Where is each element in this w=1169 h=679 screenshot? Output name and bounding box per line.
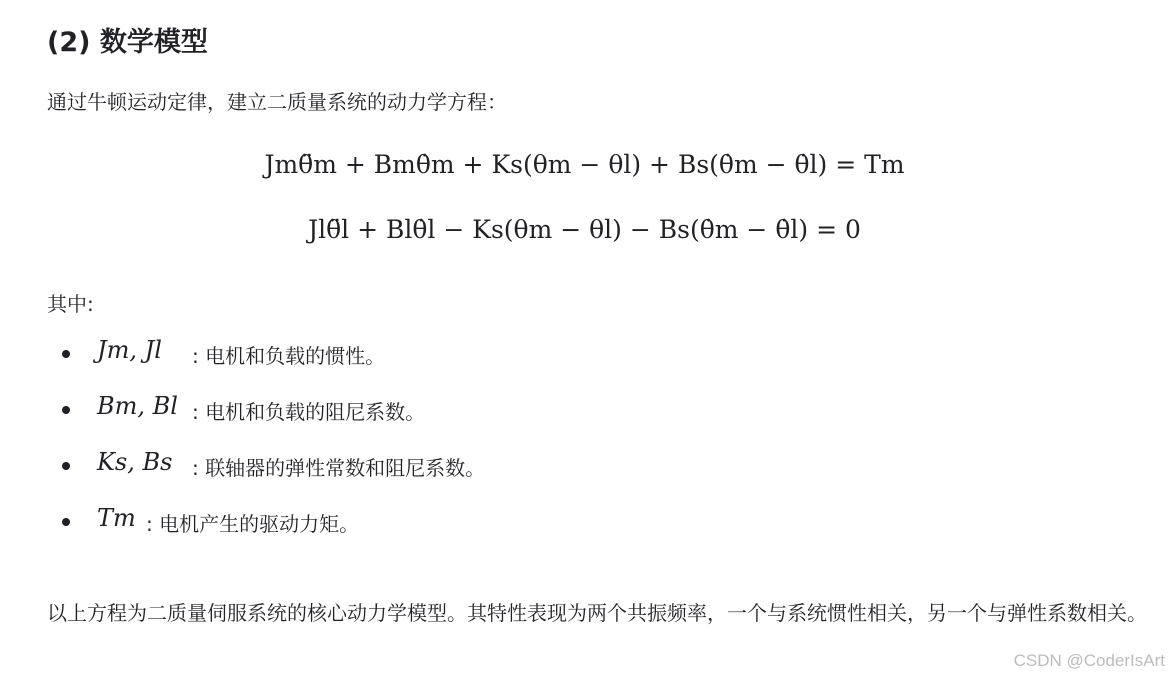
list-item [62,450,1062,506]
list-item [62,394,1062,450]
equation-load: Jlθ̈l + Blθ̇l − Ks(θm − θl) − Bs(θ̇m − θ̇l) = 0 [308,215,861,244]
list-item [62,506,1062,562]
intro-text: 通过牛顿运动定律，建立二质量系统的动力学方程： [47,90,507,114]
bullet-icon [62,462,70,470]
equation-motor: Jmθ̈m + Bmθ̇m + Ks(θm − θl) + Bs(θ̇m − θ̇l) = Tm [264,150,905,179]
definition-text: : 电机和负载的阻尼系数。 [192,400,426,424]
bullet-icon [62,518,70,526]
watermark: CSDN @CoderIsArt [1013,651,1165,670]
definition-text: : 电机和负载的惯性。 [192,344,386,368]
math-symbol: Ks, Bs [97,448,173,476]
math-symbol: Tm [97,504,136,532]
list-item [62,338,1062,394]
bullet-icon [62,406,70,414]
definition-list [62,338,1062,562]
bullet-icon [62,350,70,358]
where-label: 其中: [47,292,94,316]
math-symbol: Bm, Bl [97,392,178,420]
definition-text: : 电机产生的驱动力矩。 [146,512,360,536]
definition-text: : 联轴器的弹性常数和阻尼系数。 [192,456,486,480]
section-heading: (2) 数学模型 [47,27,208,58]
summary-paragraph: 以上方程为二质量伺服系统的核心动力学模型。其特性表现为两个共振频率，一个与系统惯性相关，另一个与弹性系数相关。 [47,601,1147,625]
math-symbol: Jm, Jl [97,336,162,364]
